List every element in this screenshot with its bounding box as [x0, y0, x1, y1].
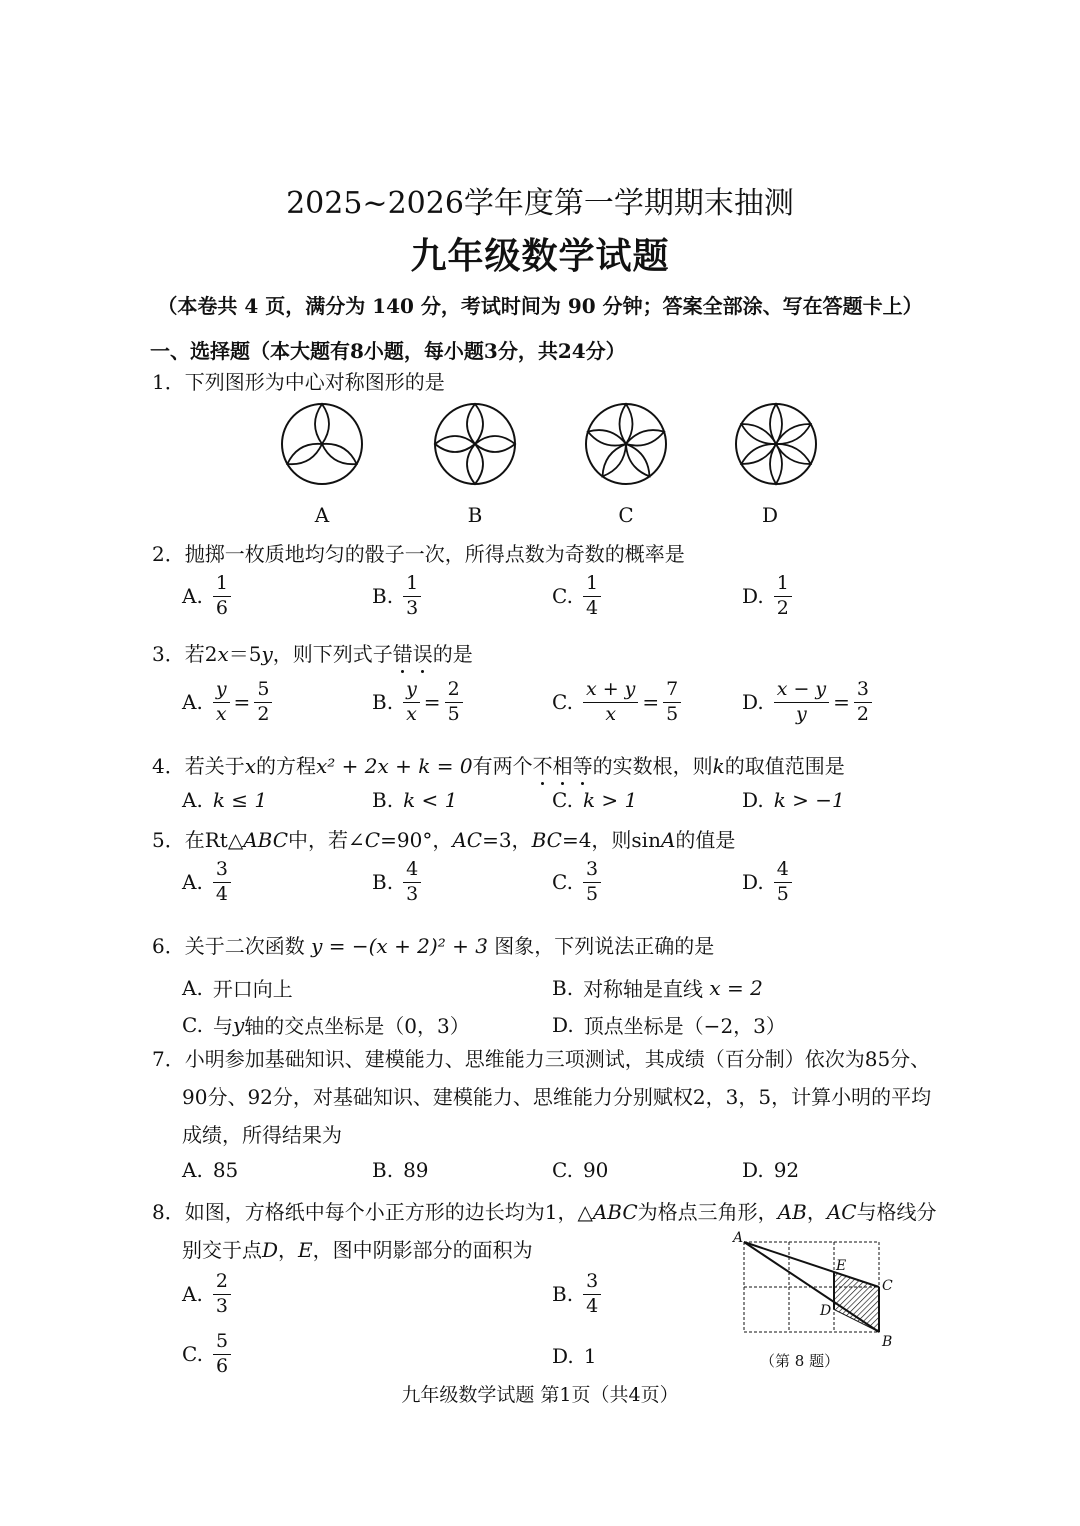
- point-d: D: [820, 1303, 832, 1319]
- option-label: B.: [372, 584, 394, 609]
- q1-label-b: B: [467, 503, 483, 527]
- q6-option-c: C. 与 y 轴的交点坐标是（0，3）: [182, 1012, 470, 1038]
- q7-option-d: D. 92: [742, 1158, 800, 1182]
- q3-option-b: B. $\frac{y}{x}$ = $\frac{2}{5}$: [372, 680, 463, 725]
- q2-option-c: [552, 574, 601, 619]
- option-label: D.: [742, 584, 764, 609]
- q2-stem: 2．抛掷一枚质地均匀的骰子一次，所得点数为奇数的概率是: [152, 542, 685, 566]
- q8-option-d: D. 1: [552, 1344, 597, 1368]
- q8-option-c: C. $\frac{5}{6}$: [182, 1332, 231, 1377]
- q5-stem: 5．在Rt△ABC中，若∠C=90°，AC=3，BC=4，则sinA的值是: [152, 828, 736, 852]
- q4-option-b: B. k < 1: [372, 788, 458, 812]
- point-b: B: [882, 1334, 893, 1350]
- q3-stem: 3．若2x＝5y，则下列式子错误的是: [152, 642, 473, 666]
- q4-option-a: A. k ≤ 1: [182, 788, 268, 812]
- section-title: 一、选择题（本大题有8小题，每小题3分，共24分）: [150, 339, 626, 363]
- q2-option-b: [372, 574, 421, 619]
- point-a: A: [733, 1230, 744, 1246]
- exam-note: （本卷共 4 页，满分为 140 分，考试时间为 90 分钟；答案全部涂、写在答题卡上）: [157, 294, 923, 318]
- point-e: E: [836, 1258, 847, 1274]
- q2-option-a: [182, 574, 231, 619]
- q3-option-d: D. $\frac{x - y}{y}$ = $\frac{3}{2}$: [742, 680, 872, 725]
- q7-stem: 7．小明参加基础知识、建模能力、思维能力三项测试，其成绩（百分制）依次为85分、 90分、92分，对基础知识、建模能力、思维能力分别赋权2，3，5，计算小明的平均 成绩，所得结果为: [152, 1047, 932, 1147]
- page-footer: 九年级数学试题 第1页（共4页）: [401, 1384, 679, 1406]
- exam-subtitle: 九年级数学试题: [410, 235, 670, 277]
- q7-option-a: A. 85: [182, 1158, 239, 1182]
- exam-title: 2025~2026学年度第一学期期末抽测: [286, 186, 794, 221]
- fraction: $\frac{1}{4}$: [583, 574, 601, 619]
- q4-option-c: C. k > 1: [552, 788, 638, 812]
- q8-stem-line2: 别交于点D，E，图中阴影部分的面积为: [182, 1238, 533, 1262]
- q8-option-b: B. $\frac{3}{4}$: [552, 1272, 601, 1317]
- option-label: A.: [182, 584, 203, 609]
- figure-b: [435, 404, 515, 484]
- q6-option-d: D. 顶点坐标是（−2，3）: [552, 1012, 786, 1038]
- q7-option-c: C. 90: [552, 1158, 609, 1182]
- q5-option-c: C. $\frac{3}{5}$: [552, 860, 601, 905]
- q8-figure-caption: （第 8 题）: [760, 1352, 840, 1370]
- figure-d: [736, 404, 816, 484]
- q8-stem-line1: 8．如图，方格纸中每个小正方形的边长均为1，△ABC为格点三角形，AB，AC与格线分: [152, 1200, 937, 1224]
- figure-a: [282, 404, 362, 484]
- fraction: $\frac{1}{6}$: [213, 574, 231, 619]
- figure-c: [586, 404, 666, 484]
- q1-figures: [270, 400, 830, 495]
- q3-option-a: A. $\frac{y}{x}$ = $\frac{5}{2}$: [182, 680, 272, 725]
- q7-option-b: B. 89: [372, 1158, 429, 1182]
- q5-option-a: A. $\frac{3}{4}$: [182, 860, 231, 905]
- q1-label-a: A: [314, 503, 330, 527]
- q6-option-a: A. 开口向上: [182, 975, 293, 1001]
- q5-option-b: B. $\frac{4}{3}$: [372, 860, 421, 905]
- q4-option-d: D. k > −1: [742, 788, 845, 812]
- q5-option-d: D. $\frac{4}{5}$: [742, 860, 792, 905]
- q1-label-d: D: [761, 503, 779, 527]
- q6-option-b: B. 对称轴是直线 x = 2: [552, 975, 763, 1001]
- q8-figure: [730, 1228, 900, 1353]
- q8-option-a: A. $\frac{2}{3}$: [182, 1272, 231, 1317]
- q2-option-d: [742, 574, 792, 619]
- q3-option-c: C. $\frac{x + y}{x}$ = $\frac{7}{5}$: [552, 680, 681, 725]
- option-label: C.: [552, 584, 573, 609]
- point-c: C: [882, 1278, 893, 1294]
- fraction: $\frac{1}{3}$: [403, 574, 421, 619]
- q1-stem: 1．下列图形为中心对称图形的是: [152, 370, 445, 394]
- q6-stem: 6．关于二次函数 y = −(x + 2)² + 3 图象，下列说法正确的是: [152, 934, 715, 958]
- q4-stem: 4．若关于x的方程x² + 2x + k = 0有两个不相等的实数根，则k的取值范围是: [152, 754, 845, 778]
- shaded-region: [834, 1272, 879, 1332]
- fraction: $\frac{1}{2}$: [774, 574, 792, 619]
- q1-label-c: C: [618, 503, 634, 527]
